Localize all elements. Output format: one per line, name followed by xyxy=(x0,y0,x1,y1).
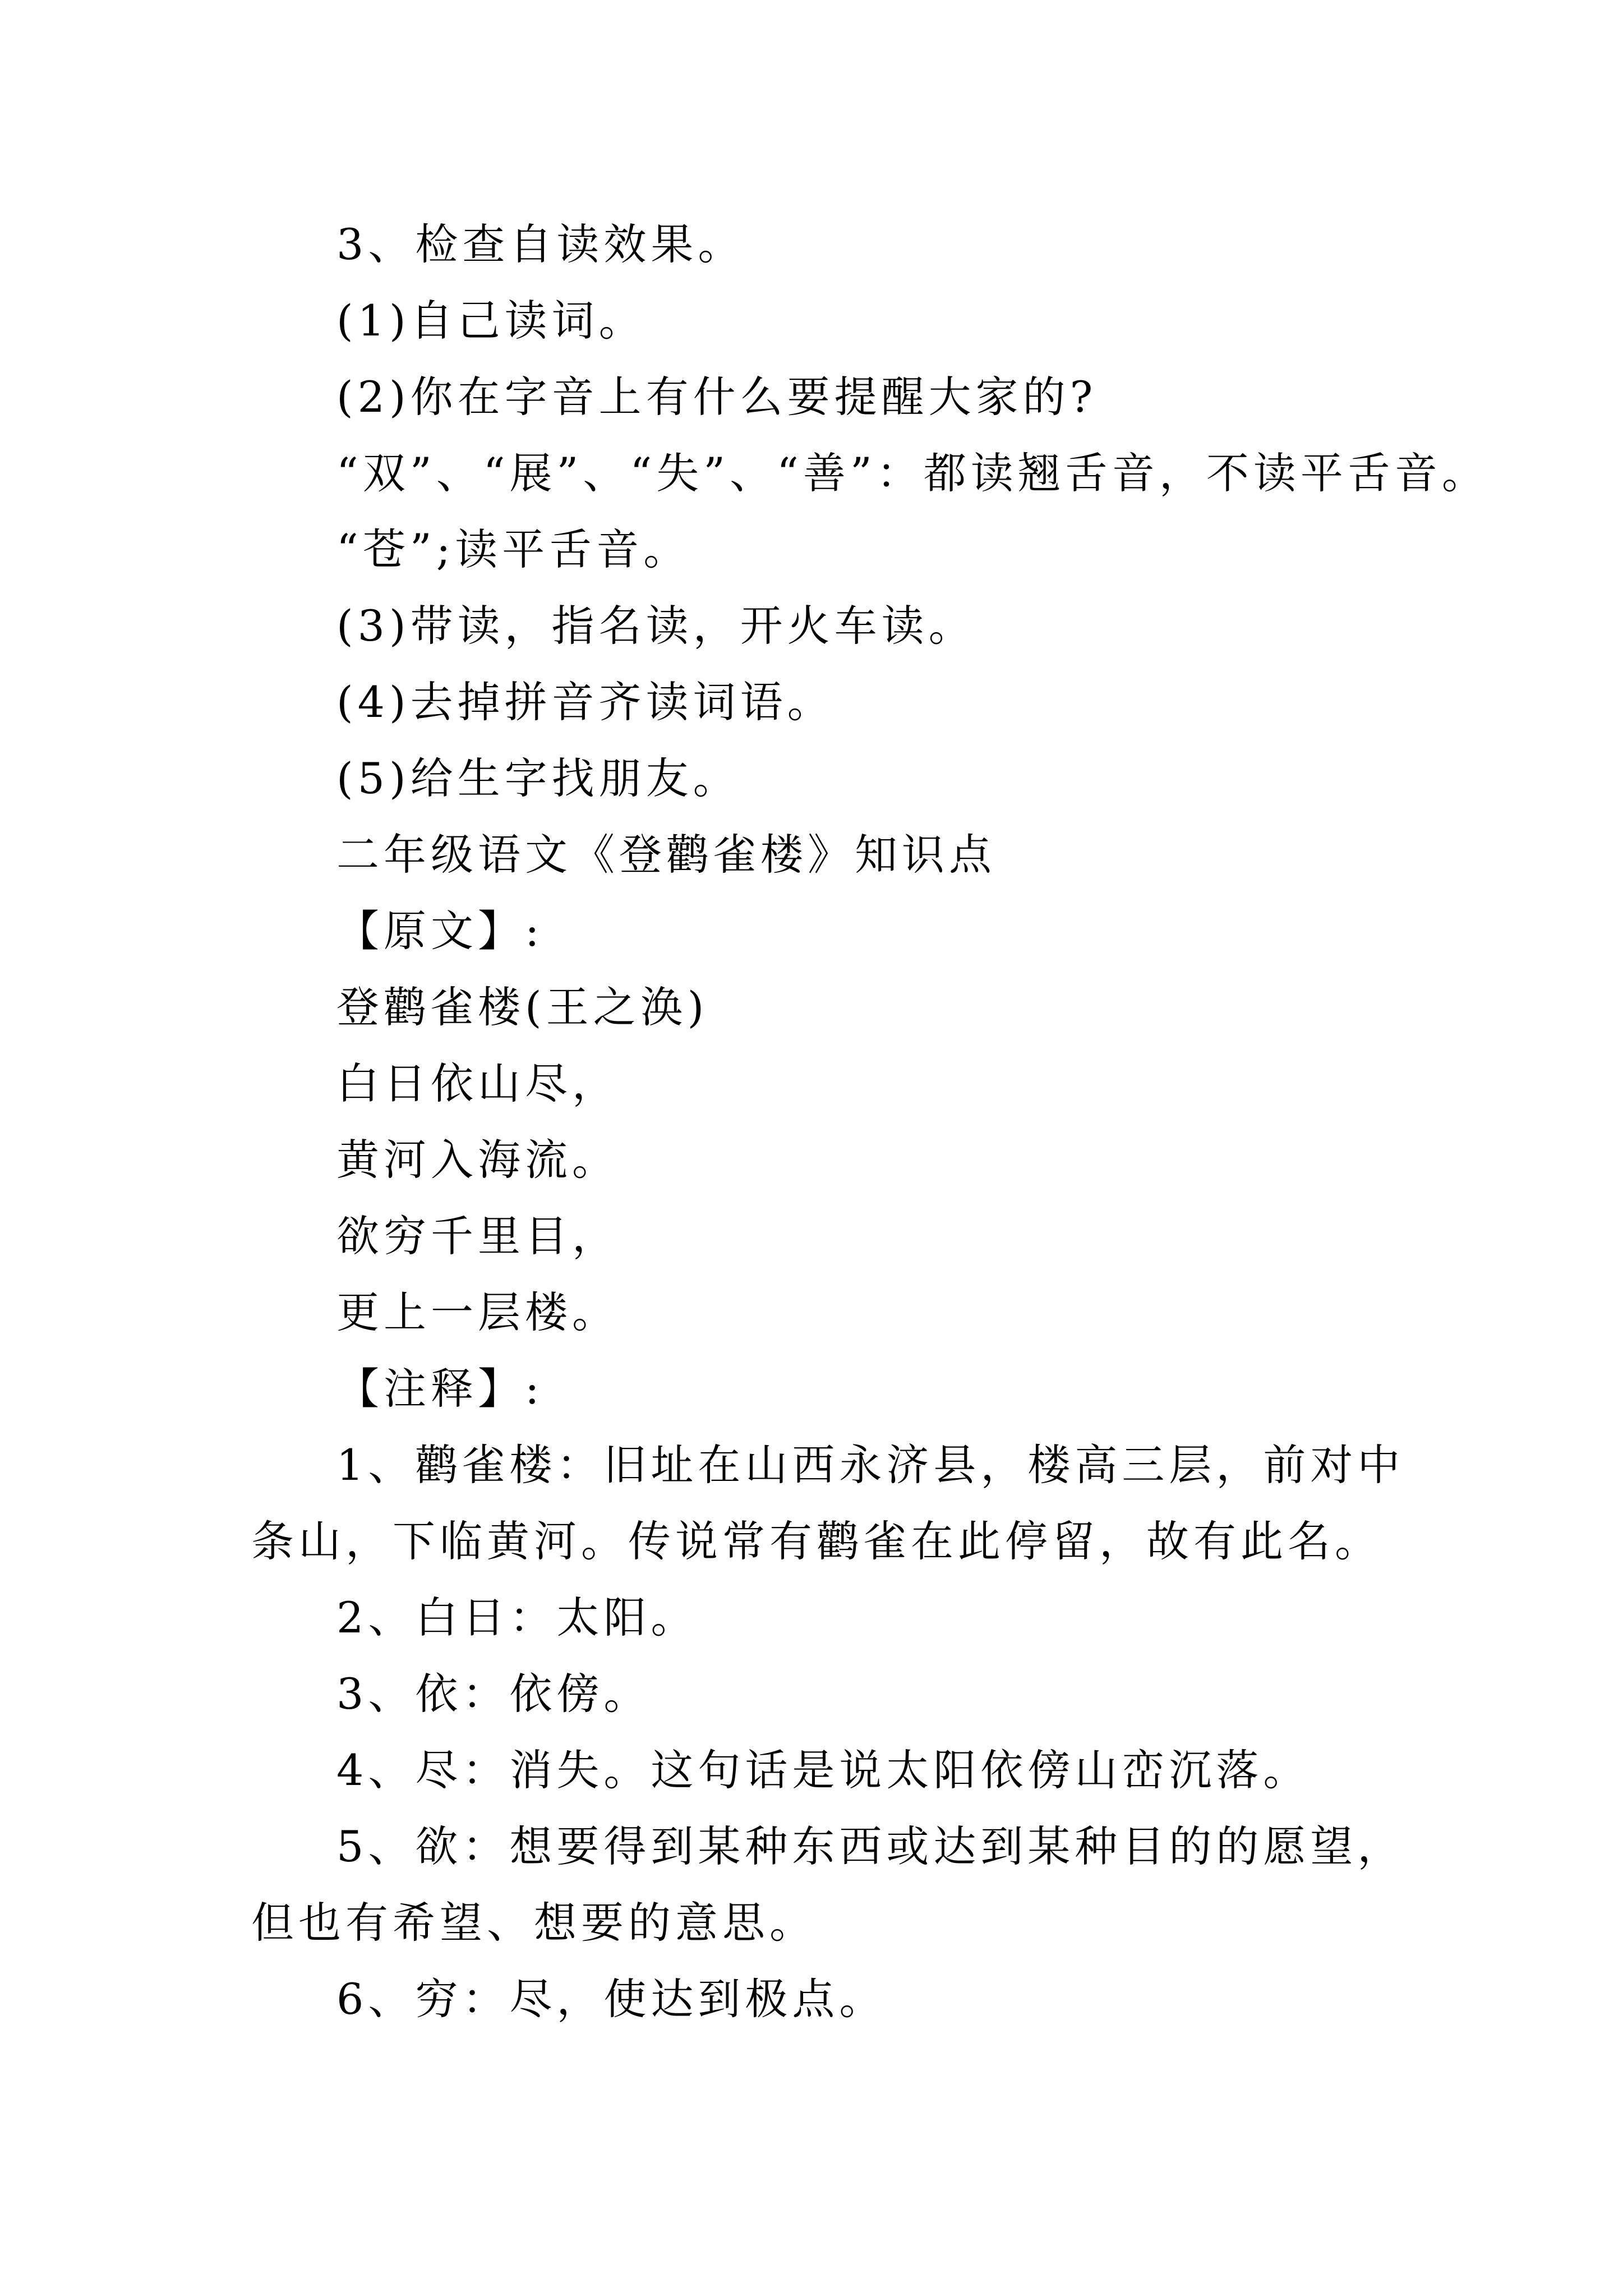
step-pronunciation-question: (2)你在字音上有什么要提醒大家的? xyxy=(336,372,1098,422)
flat-tongue-note: “苍”;读平舌音。 xyxy=(336,524,691,574)
document-body xyxy=(251,206,1489,2037)
poem-line-4: 更上一层楼。 xyxy=(336,1287,619,1337)
original-text-label: 【原文】: xyxy=(336,906,544,956)
step-find-friends: (5)给生字找朋友。 xyxy=(336,753,740,803)
step-no-pinyin: (4)去掉拼音齐读词语。 xyxy=(336,677,834,727)
poem-line-3: 欲穷千里目， xyxy=(336,1211,619,1261)
annotations-label: 【注释】: xyxy=(336,1364,544,1414)
annotation-3: 3、依：依傍。 xyxy=(336,1669,651,1719)
step-check-reading: 3、检查自读效果。 xyxy=(336,219,745,269)
poem-line-2: 黄河入海流。 xyxy=(336,1135,619,1185)
annotation-1: 1、鹳雀楼：旧址在山西永济县，楼高三层，前对中条山，下临黄河。传说常有鹳雀在此停留，故有此名。 xyxy=(251,1440,1405,1566)
annotation-4: 4、尽：消失。这句话是说太阳依傍山峦沉落。 xyxy=(336,1745,1311,1795)
poem-title: 登鹳雀楼(王之涣) xyxy=(336,982,709,1032)
section-heading: 二年级语文《登鹳雀楼》知识点 xyxy=(336,830,996,880)
step-read-words: (1)自己读词。 xyxy=(336,296,646,346)
poem-line-1: 白日依山尽， xyxy=(336,1059,619,1108)
step-lead-reading: (3)带读，指名读，开火车读。 xyxy=(336,601,976,651)
retroflex-note: “双”、“展”、“失”、“善”：都读翘舌音，不读平舌音。 xyxy=(336,448,1489,498)
annotation-6: 6、穷：尽，使达到极点。 xyxy=(336,1974,887,2024)
annotation-5: 5、欲：想要得到某种东西或达到某种目的的愿望，但也有希望、想要的意思。 xyxy=(251,1821,1405,1948)
annotation-2: 2、白日：太阳。 xyxy=(336,1593,698,1642)
